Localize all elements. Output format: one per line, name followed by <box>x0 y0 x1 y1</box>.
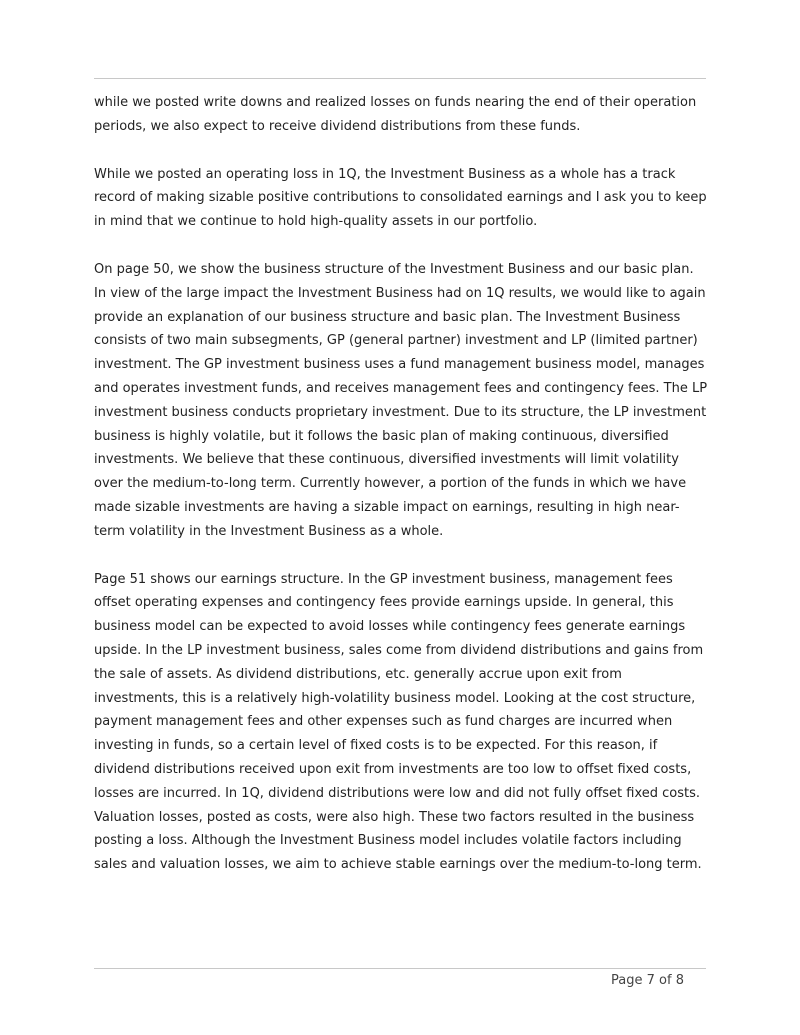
footer-divider <box>94 968 706 969</box>
page-number: Page 7 of 8 <box>611 973 684 988</box>
paragraph-3: On page 50, we show the business structure of the Investment Business and our basic plan. In view of the large impact the Investment Business had on 1Q results, we would like to again provide an explanation of our business structure and basic plan. The Investment Business consists of two main subsegments, GP (general partner) investment and LP (limited partner) investment. The GP investment business uses a fund management business model, manages and operates investment funds, and receives management fees and contingency fees. The LP investment business conducts proprietary investment. Due to its structure, the LP investment business is highly volatile, but it follows the basic plan of making continuous, diversified investments. We believe that these continuous, diversified investments will limit volatility over the medium-to-long term. Currently however, a portion of the funds in which we have made sizable investments are having a sizable impact on earnings, resulting in high near-term volatility in the Investment Business as a whole. <box>94 261 708 539</box>
paragraph-2: While we posted an operating loss in 1Q, the Investment Business as a whole has a track record of making sizable positive contributions to consolidated earnings and I ask you to keep in mind that we continue to hold high-quality assets in our portfolio. <box>94 166 707 230</box>
paragraph-1: while we posted write downs and realized losses on funds nearing the end of their operation periods, we also expect to receive dividend distributions from these funds. <box>94 95 697 134</box>
document-body <box>94 91 708 901</box>
header-divider <box>94 78 706 79</box>
paragraph-4: Page 51 shows our earnings structure. In the GP investment business, management fees offset operating expenses and contingency fees provide earnings upside. In general, this business model can be expected to avoid losses while contingency fees generate earnings upside. In the LP investment business, sales come from dividend distributions and gains from the sale of assets. As dividend distributions, etc. generally accrue upon exit from investments, this is a relatively high-volatility business model. Looking at the cost structure, payment management fees and other expenses such as fund charges are incurred when investing in funds, so a certain level of fixed costs is to be expected. For this reason, if dividend distributions received upon exit from investments are too low to offset fixed costs, losses are incurred. In 1Q, dividend distributions were low and did not fully offset fixed costs. Valuation losses, posted as costs, were also high. These two factors resulted in the business posting a loss. Although the Investment Business model includes volatile factors including sales and valuation losses, we aim to achieve stable earnings over the medium-to-long term. <box>94 571 704 873</box>
